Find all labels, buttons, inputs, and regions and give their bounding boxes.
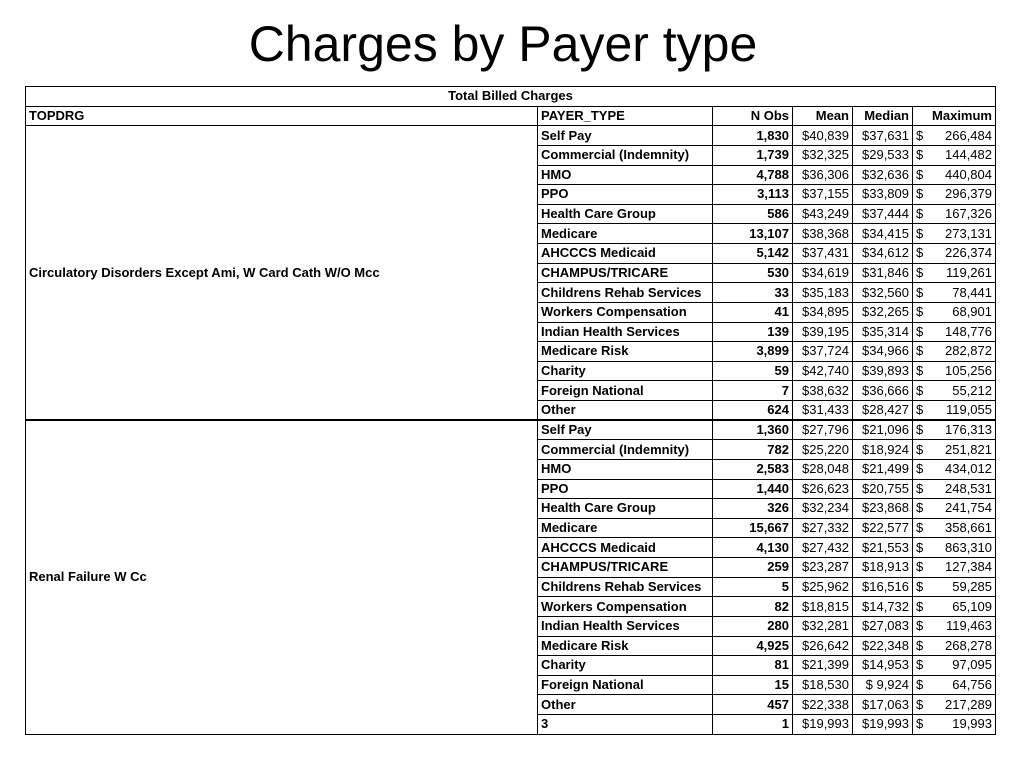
payer-type-cell: Charity [538, 361, 713, 381]
currency-symbol: $ [916, 264, 924, 280]
maximum-value: 78,441 [952, 284, 992, 300]
currency-symbol: $ [916, 539, 924, 555]
n-obs-cell: 280 [713, 616, 793, 636]
n-obs-cell: 13,107 [713, 224, 793, 244]
maximum-value: 19,993 [952, 716, 992, 732]
currency-symbol: $ [916, 618, 924, 634]
median-cell: $36,666 [853, 381, 913, 401]
maximum-cell [913, 459, 996, 479]
currency-symbol: $ [916, 578, 924, 594]
median-cell: $22,577 [853, 518, 913, 538]
currency-symbol: $ [916, 716, 924, 732]
mean-cell: $42,740 [793, 361, 853, 381]
payer-type-cell: Commercial (Indemnity) [538, 145, 713, 165]
payer-type-cell: Childrens Rehab Services [538, 577, 713, 597]
table-body [26, 126, 996, 734]
median-cell: $ 9,924 [853, 675, 913, 695]
maximum-cell [913, 126, 996, 146]
n-obs-cell: 624 [713, 401, 793, 421]
payer-type-cell: Health Care Group [538, 499, 713, 519]
maximum-value: 167,326 [945, 206, 992, 222]
maximum-value: 119,055 [945, 402, 992, 418]
payer-type-cell: HMO [538, 459, 713, 479]
median-cell: $18,924 [853, 440, 913, 460]
mean-cell: $32,325 [793, 145, 853, 165]
maximum-value: 268,278 [945, 637, 992, 653]
mean-cell: $23,287 [793, 558, 853, 578]
payer-type-cell: PPO [538, 479, 713, 499]
currency-symbol: $ [916, 186, 924, 202]
maximum-cell [913, 715, 996, 735]
payer-type-cell: CHAMPUS/TRICARE [538, 263, 713, 283]
median-cell: $19,993 [853, 715, 913, 735]
payer-type-cell: Self Pay [538, 126, 713, 146]
payer-type-cell: CHAMPUS/TRICARE [538, 558, 713, 578]
maximum-value: 296,379 [945, 186, 992, 202]
n-obs-cell: 457 [713, 695, 793, 715]
maximum-cell [913, 479, 996, 499]
mean-cell: $37,724 [793, 342, 853, 362]
n-obs-cell: 41 [713, 302, 793, 322]
maximum-value: 97,095 [952, 657, 992, 673]
mean-cell: $25,220 [793, 440, 853, 460]
mean-cell: $27,332 [793, 518, 853, 538]
group-header-total-billed-charges: Total Billed Charges [26, 87, 996, 107]
maximum-cell [913, 145, 996, 165]
payer-type-cell: 3 [538, 715, 713, 735]
mean-cell: $34,619 [793, 263, 853, 283]
col-header-median: Median [853, 106, 913, 126]
median-cell: $21,096 [853, 420, 913, 440]
maximum-value: 282,872 [945, 343, 992, 359]
mean-cell: $38,368 [793, 224, 853, 244]
maximum-cell [913, 263, 996, 283]
payer-type-cell: Medicare [538, 224, 713, 244]
mean-cell: $31,433 [793, 401, 853, 421]
slide-title: Charges by Payer type [248, 16, 758, 72]
maximum-value: 226,374 [945, 245, 992, 261]
median-cell: $33,809 [853, 185, 913, 205]
payer-type-cell: Indian Health Services [538, 322, 713, 342]
maximum-cell [913, 283, 996, 303]
payer-type-cell: Foreign National [538, 675, 713, 695]
maximum-cell [913, 420, 996, 440]
currency-symbol: $ [916, 166, 924, 182]
payer-type-cell: HMO [538, 165, 713, 185]
n-obs-cell: 782 [713, 440, 793, 460]
payer-type-cell: Workers Compensation [538, 302, 713, 322]
maximum-value: 863,310 [945, 539, 992, 555]
median-cell: $37,631 [853, 126, 913, 146]
maximum-value: 176,313 [945, 422, 992, 438]
median-cell: $34,612 [853, 244, 913, 264]
mean-cell: $22,338 [793, 695, 853, 715]
n-obs-cell: 4,788 [713, 165, 793, 185]
mean-cell: $26,642 [793, 636, 853, 656]
median-cell: $21,499 [853, 459, 913, 479]
maximum-cell [913, 558, 996, 578]
maximum-cell [913, 302, 996, 322]
maximum-cell [913, 597, 996, 617]
currency-symbol: $ [916, 441, 924, 457]
payer-type-cell: Medicare Risk [538, 342, 713, 362]
payer-type-cell: Other [538, 695, 713, 715]
currency-symbol: $ [916, 363, 924, 379]
median-cell: $31,846 [853, 263, 913, 283]
mean-cell: $40,839 [793, 126, 853, 146]
n-obs-cell: 1 [713, 715, 793, 735]
median-cell: $23,868 [853, 499, 913, 519]
maximum-cell [913, 538, 996, 558]
payer-type-cell: Health Care Group [538, 204, 713, 224]
mean-cell: $27,796 [793, 420, 853, 440]
payer-type-cell: Foreign National [538, 381, 713, 401]
maximum-cell [913, 499, 996, 519]
currency-symbol: $ [916, 598, 924, 614]
maximum-value: 266,484 [945, 127, 992, 143]
median-cell: $32,265 [853, 302, 913, 322]
col-header-payer-type: PAYER_TYPE [538, 106, 713, 126]
maximum-value: 358,661 [945, 520, 992, 536]
median-cell: $37,444 [853, 204, 913, 224]
maximum-cell [913, 518, 996, 538]
mean-cell: $37,155 [793, 185, 853, 205]
n-obs-cell: 33 [713, 283, 793, 303]
maximum-value: 440,804 [945, 166, 992, 182]
maximum-value: 273,131 [945, 225, 992, 241]
n-obs-cell: 15,667 [713, 518, 793, 538]
n-obs-cell: 1,360 [713, 420, 793, 440]
median-cell: $34,966 [853, 342, 913, 362]
maximum-value: 119,261 [945, 264, 992, 280]
maximum-value: 68,901 [952, 304, 992, 320]
n-obs-cell: 59 [713, 361, 793, 381]
column-header-row [26, 106, 996, 126]
mean-cell: $32,234 [793, 499, 853, 519]
maximum-cell [913, 381, 996, 401]
col-header-mean: Mean [793, 106, 853, 126]
n-obs-cell: 586 [713, 204, 793, 224]
col-header-n-obs: N Obs [713, 106, 793, 126]
currency-symbol: $ [916, 520, 924, 536]
currency-symbol: $ [916, 696, 924, 712]
maximum-value: 119,463 [945, 618, 992, 634]
n-obs-cell: 5,142 [713, 244, 793, 264]
mean-cell: $34,895 [793, 302, 853, 322]
currency-symbol: $ [916, 637, 924, 653]
n-obs-cell: 1,440 [713, 479, 793, 499]
maximum-cell [913, 656, 996, 676]
currency-symbol: $ [916, 343, 924, 359]
currency-symbol: $ [916, 225, 924, 241]
maximum-cell [913, 616, 996, 636]
maximum-cell [913, 675, 996, 695]
n-obs-cell: 1,739 [713, 145, 793, 165]
table-row [26, 420, 996, 440]
maximum-cell [913, 322, 996, 342]
currency-symbol: $ [916, 402, 924, 418]
mean-cell: $18,815 [793, 597, 853, 617]
col-header-topdrg: TOPDRG [26, 106, 538, 126]
maximum-cell [913, 185, 996, 205]
maximum-cell [913, 577, 996, 597]
median-cell: $34,415 [853, 224, 913, 244]
median-cell: $29,533 [853, 145, 913, 165]
mean-cell: $18,530 [793, 675, 853, 695]
payer-type-cell: Indian Health Services [538, 616, 713, 636]
group-header-row [26, 87, 996, 107]
maximum-cell [913, 244, 996, 264]
median-cell: $20,755 [853, 479, 913, 499]
mean-cell: $21,399 [793, 656, 853, 676]
topdrg-cell: Renal Failure W Cc [26, 420, 538, 734]
mean-cell: $25,962 [793, 577, 853, 597]
maximum-cell [913, 342, 996, 362]
maximum-cell [913, 361, 996, 381]
maximum-cell [913, 440, 996, 460]
maximum-cell [913, 636, 996, 656]
maximum-cell [913, 204, 996, 224]
payer-type-cell: PPO [538, 185, 713, 205]
maximum-value: 241,754 [945, 500, 992, 516]
table-row [26, 126, 996, 146]
n-obs-cell: 15 [713, 675, 793, 695]
median-cell: $16,516 [853, 577, 913, 597]
n-obs-cell: 81 [713, 656, 793, 676]
mean-cell: $39,195 [793, 322, 853, 342]
maximum-cell [913, 401, 996, 421]
n-obs-cell: 139 [713, 322, 793, 342]
median-cell: $22,348 [853, 636, 913, 656]
currency-symbol: $ [916, 422, 924, 438]
maximum-value: 59,285 [952, 578, 992, 594]
payer-type-cell: AHCCCS Medicaid [538, 244, 713, 264]
median-cell: $32,560 [853, 283, 913, 303]
mean-cell: $32,281 [793, 616, 853, 636]
mean-cell: $35,183 [793, 283, 853, 303]
currency-symbol: $ [916, 480, 924, 496]
maximum-cell [913, 165, 996, 185]
payer-type-cell: Other [538, 401, 713, 421]
payer-type-cell: Self Pay [538, 420, 713, 440]
currency-symbol: $ [916, 382, 924, 398]
currency-symbol: $ [916, 284, 924, 300]
payer-type-cell: Commercial (Indemnity) [538, 440, 713, 460]
median-cell: $35,314 [853, 322, 913, 342]
currency-symbol: $ [916, 677, 924, 693]
maximum-value: 127,384 [945, 559, 992, 575]
n-obs-cell: 2,583 [713, 459, 793, 479]
maximum-value: 55,212 [952, 382, 992, 398]
topdrg-cell: Circulatory Disorders Except Ami, W Card Cath W/O Mcc [26, 126, 538, 420]
payer-type-cell: Medicare Risk [538, 636, 713, 656]
currency-symbol: $ [916, 147, 924, 163]
currency-symbol: $ [916, 323, 924, 339]
currency-symbol: $ [916, 657, 924, 673]
mean-cell: $36,306 [793, 165, 853, 185]
n-obs-cell: 82 [713, 597, 793, 617]
n-obs-cell: 7 [713, 381, 793, 401]
maximum-value: 217,289 [945, 696, 992, 712]
maximum-value: 105,256 [945, 363, 992, 379]
maximum-value: 65,109 [952, 598, 992, 614]
maximum-value: 251,821 [945, 441, 992, 457]
n-obs-cell: 3,899 [713, 342, 793, 362]
n-obs-cell: 530 [713, 263, 793, 283]
mean-cell: $27,432 [793, 538, 853, 558]
maximum-value: 434,012 [945, 461, 992, 477]
maximum-cell [913, 224, 996, 244]
median-cell: $21,553 [853, 538, 913, 558]
maximum-value: 144,482 [945, 147, 992, 163]
currency-symbol: $ [916, 559, 924, 575]
mean-cell: $37,431 [793, 244, 853, 264]
maximum-cell [913, 695, 996, 715]
payer-type-cell: Childrens Rehab Services [538, 283, 713, 303]
payer-type-cell: AHCCCS Medicaid [538, 538, 713, 558]
charges-table [25, 86, 996, 735]
currency-symbol: $ [916, 500, 924, 516]
payer-type-cell: Medicare [538, 518, 713, 538]
median-cell: $32,636 [853, 165, 913, 185]
median-cell: $28,427 [853, 401, 913, 421]
median-cell: $27,083 [853, 616, 913, 636]
currency-symbol: $ [916, 206, 924, 222]
currency-symbol: $ [916, 245, 924, 261]
mean-cell: $38,632 [793, 381, 853, 401]
mean-cell: $28,048 [793, 459, 853, 479]
mean-cell: $26,623 [793, 479, 853, 499]
currency-symbol: $ [916, 304, 924, 320]
n-obs-cell: 259 [713, 558, 793, 578]
payer-type-cell: Workers Compensation [538, 597, 713, 617]
mean-cell: $19,993 [793, 715, 853, 735]
n-obs-cell: 4,925 [713, 636, 793, 656]
median-cell: $18,913 [853, 558, 913, 578]
n-obs-cell: 1,830 [713, 126, 793, 146]
maximum-value: 64,756 [952, 677, 992, 693]
maximum-value: 148,776 [945, 323, 992, 339]
median-cell: $14,732 [853, 597, 913, 617]
n-obs-cell: 4,130 [713, 538, 793, 558]
n-obs-cell: 3,113 [713, 185, 793, 205]
currency-symbol: $ [916, 127, 924, 143]
mean-cell: $43,249 [793, 204, 853, 224]
n-obs-cell: 5 [713, 577, 793, 597]
col-header-maximum: Maximum [913, 106, 996, 126]
median-cell: $14,953 [853, 656, 913, 676]
n-obs-cell: 326 [713, 499, 793, 519]
maximum-value: 248,531 [945, 480, 992, 496]
median-cell: $39,893 [853, 361, 913, 381]
median-cell: $17,063 [853, 695, 913, 715]
currency-symbol: $ [916, 461, 924, 477]
payer-type-cell: Charity [538, 656, 713, 676]
